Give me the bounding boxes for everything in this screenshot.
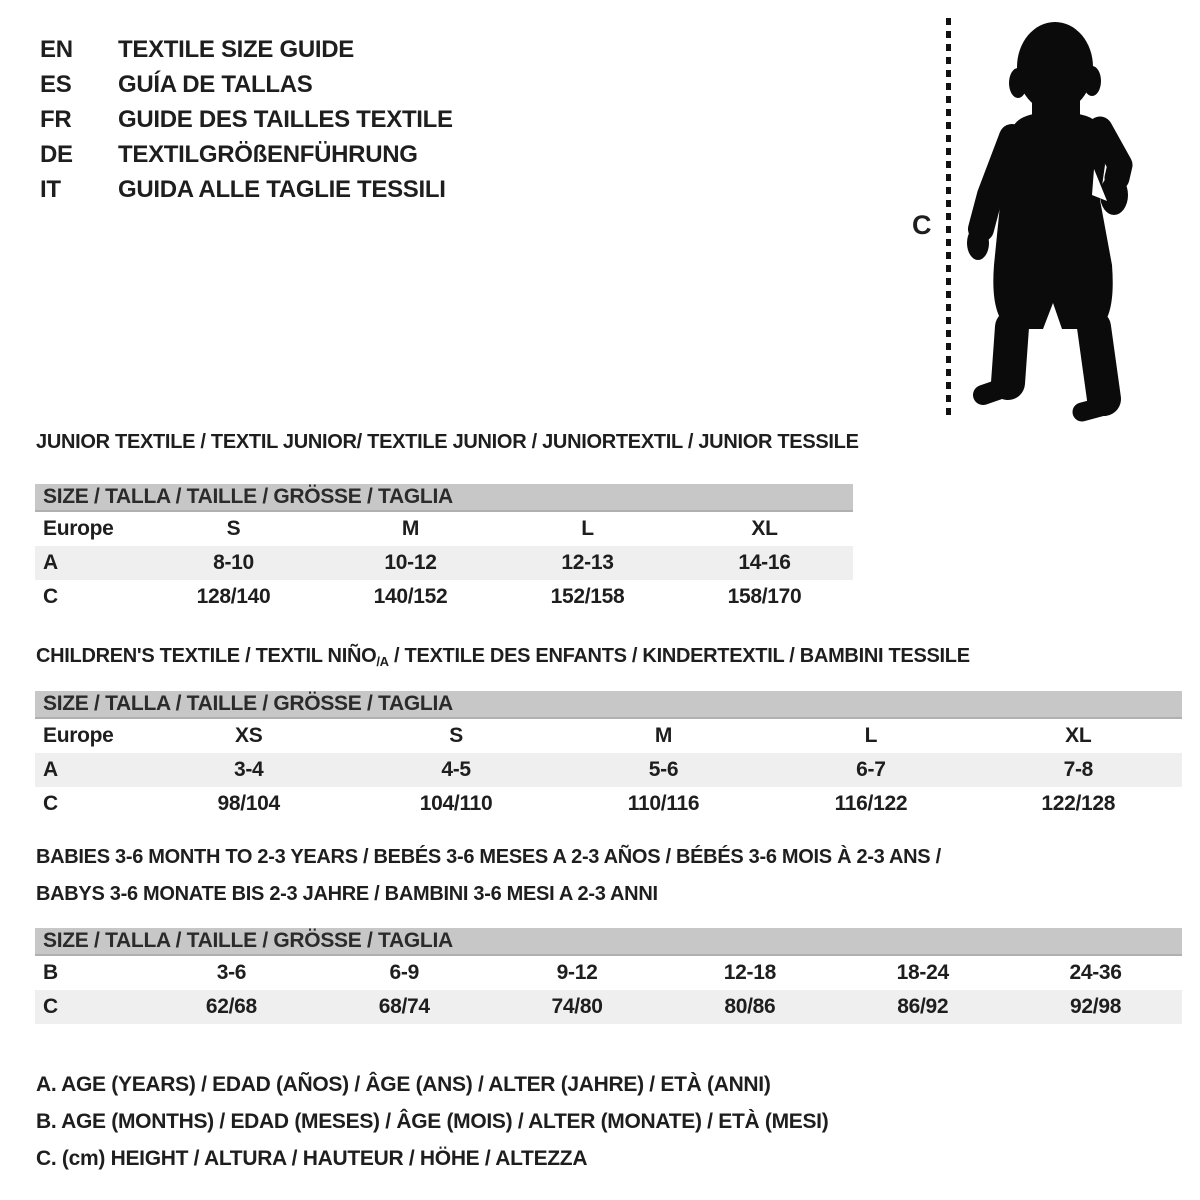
size-cell: 92/98	[1070, 995, 1122, 1018]
row-label: B	[43, 961, 58, 984]
row-label: C	[43, 792, 58, 815]
language-code: EN	[40, 35, 73, 63]
junior-size-table	[35, 484, 853, 614]
language-title-list	[40, 32, 453, 207]
table-row	[35, 580, 853, 614]
table-row	[35, 546, 853, 580]
size-cell: 6-9	[389, 961, 419, 984]
size-cell: M	[654, 724, 673, 747]
size-cell: XL	[751, 517, 778, 540]
babies-section-title-line1: BABIES 3-6 MONTH TO 2-3 YEARS / BEBÉS 3-6 MESES A 2-3 AÑOS / BÉBÉS 3-6 MOIS À 2-3 ANS /	[36, 846, 941, 868]
size-header-bar: SIZE / TALLA / TAILLE / GRÖSSE / TAGLIA	[35, 928, 1182, 956]
language-row	[40, 137, 453, 172]
size-cell: XL	[1065, 724, 1092, 747]
language-title: TEXTILE SIZE GUIDE	[118, 35, 354, 63]
children-title-subscript: /A	[376, 654, 389, 669]
size-cell: 9-12	[556, 961, 598, 984]
size-cell: 110/116	[627, 792, 700, 815]
babies-size-table	[35, 928, 1182, 1024]
language-title: TEXTILGRÖßENFÜHRUNG	[118, 140, 418, 168]
size-cell: 104/110	[419, 792, 493, 815]
size-cell: L	[864, 724, 878, 747]
language-title: GUÍA DE TALLAS	[118, 70, 313, 98]
size-cell: 24-36	[1069, 961, 1122, 984]
language-row	[40, 32, 453, 67]
language-title: GUIDE DES TAILLES TEXTILE	[118, 105, 453, 133]
height-measure-label: C	[912, 210, 932, 240]
size-cell: 122/128	[1041, 792, 1116, 815]
size-cell: 7-8	[1063, 758, 1094, 781]
size-cell: 128/140	[196, 585, 271, 608]
size-cell: 5-6	[648, 758, 679, 781]
language-code: ES	[40, 70, 72, 98]
size-cell: 62/68	[205, 995, 257, 1018]
size-cell: 12-13	[561, 551, 614, 574]
row-label: C	[43, 995, 58, 1018]
size-cell: 18-24	[896, 961, 949, 984]
size-cell: 74/80	[551, 995, 603, 1018]
children-size-table	[35, 691, 1182, 821]
table-row	[35, 753, 1182, 787]
size-cell: S	[449, 724, 463, 747]
row-label: A	[43, 758, 58, 781]
row-label: C	[43, 585, 58, 608]
size-cell: 86/92	[897, 995, 949, 1018]
language-row	[40, 102, 453, 137]
size-cell: 14-16	[738, 551, 791, 574]
table-row	[35, 787, 1182, 821]
size-cell: L	[581, 517, 594, 540]
size-header-bar: SIZE / TALLA / TAILLE / GRÖSSE / TAGLIA	[35, 484, 853, 512]
language-row	[40, 67, 453, 102]
size-cell: 68/74	[378, 995, 430, 1018]
table-row	[35, 956, 1182, 990]
measure-legend	[36, 1066, 828, 1177]
size-cell: 6-7	[856, 758, 886, 781]
row-label: Europe	[43, 517, 114, 540]
children-section-title	[36, 645, 970, 669]
legend-line-b: B. AGE (MONTHS) / EDAD (MESES) / ÂGE (MOIS) / ALTER (MONATE) / ETÀ (MESI)	[36, 1109, 829, 1133]
size-cell: 3-6	[216, 961, 247, 984]
size-cell: 116/122	[834, 792, 908, 815]
size-cell: 12-18	[723, 961, 777, 984]
children-title-post: / TEXTILE DES ENFANTS / KINDERTEXTIL / BAMBINI TESSILE	[388, 645, 970, 667]
size-header-bar: SIZE / TALLA / TAILLE / GRÖSSE / TAGLIA	[35, 691, 1182, 719]
babies-section-title-line2: BABYS 3-6 MONATE BIS 2-3 JAHRE / BAMBINI 3-6 MESI A 2-3 ANNI	[36, 883, 658, 905]
size-cell: 3-4	[233, 758, 264, 781]
language-title: GUIDA ALLE TAGLIE TESSILI	[118, 175, 446, 203]
size-cell: S	[226, 517, 241, 540]
language-row	[40, 172, 453, 207]
table-row	[35, 719, 1182, 753]
junior-section-title: JUNIOR TEXTILE / TEXTIL JUNIOR/ TEXTILE JUNIOR / JUNIORTEXTIL / JUNIOR TESSILE	[36, 431, 859, 453]
row-label: A	[43, 551, 58, 574]
language-code: FR	[40, 105, 72, 133]
toddler-silhouette-icon	[950, 15, 1150, 430]
row-label: Europe	[43, 724, 114, 747]
size-cell: 98/104	[217, 792, 280, 815]
size-cell: 80/86	[724, 995, 776, 1018]
language-code: IT	[40, 175, 61, 203]
size-cell: 10-12	[384, 551, 437, 574]
size-cell: M	[401, 517, 420, 540]
size-cell: 4-5	[441, 758, 471, 781]
table-row	[35, 990, 1182, 1024]
size-cell: 158/170	[727, 585, 802, 608]
legend-line-c: C. (cm) HEIGHT / ALTURA / HAUTEUR / HÖHE / ALTEZZA	[36, 1146, 588, 1170]
size-cell: 152/158	[550, 585, 625, 608]
size-cell: 140/152	[373, 585, 448, 608]
legend-line-a: A. AGE (YEARS) / EDAD (AÑOS) / ÂGE (ANS) / ALTER (JAHRE) / ETÀ (ANNI)	[36, 1072, 771, 1096]
size-cell: XS	[234, 724, 263, 747]
language-code: DE	[40, 140, 73, 168]
table-row	[35, 512, 853, 546]
size-cell: 8-10	[213, 551, 254, 574]
children-title-pre: CHILDREN'S TEXTILE / TEXTIL NIÑO	[36, 645, 377, 667]
